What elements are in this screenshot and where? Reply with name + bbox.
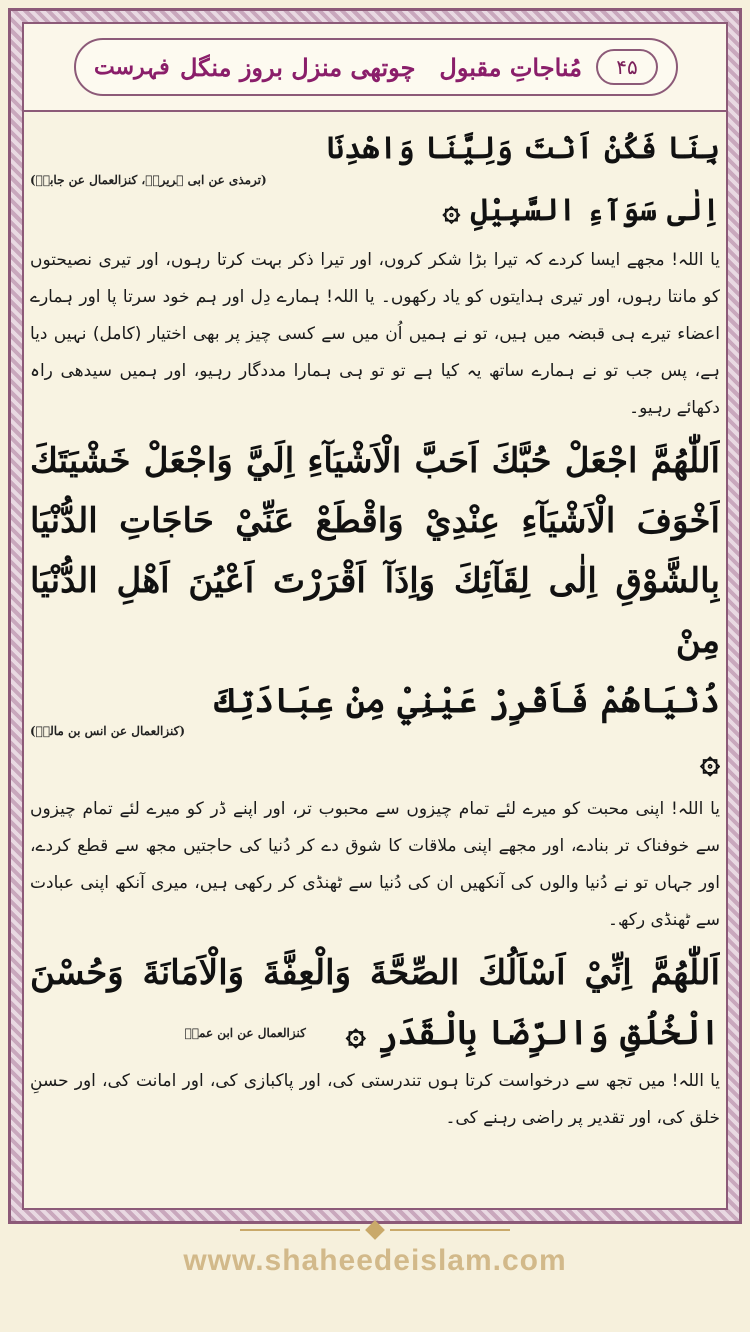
arabic-line	[30, 1003, 720, 1063]
arabic-text: بِنَا فَكُنْ اَنْتَ وَلِيَّنَا وَاهْدِنَا اِلٰى سَوَآءِ السَّبِيْلِ ۞	[326, 131, 720, 228]
dua-block	[30, 118, 720, 427]
urdu-translation: یا اللہ! میں تجھ سے درخواست کرتا ہوں تندرستی کی، اور پاکبازی کی، اور امانت کی، اور حسنِ خلق کی، اور تقدیر پر راضی رہنے کی۔	[30, 1071, 720, 1128]
urdu-translation: یا اللہ! مجھے ایسا کردے کہ تیرا بڑا شکر کروں، اور تیرا ذکر بہت کرتا رہوں، اور تیری نصیحتوں کو مانتا رہوں، اور تیری ہدایتوں کو یاد رکھوں۔ یا اللہ! ہمارے دِل اور ہم خود سرتا پا اور ہمارے اعضاء تیرے ہی قبضہ میں ہیں، تو نے ہمیں اُن میں سے کسی چیز پر بھی اختیار (کامل) نہیں دیا ہے، پس جب تو نے ہمارے ساتھ یہ کیا ہے تو تو ہی ہمارا مددگار رہیو، اور ہمیں سیدھی راہ دکھائے رہیو۔	[30, 250, 720, 418]
arabic-line: اَللّٰهُمَّ اِنِّيْ اَسْاَلُكَ الصِّحَّةَ وَالْعِفَّةَ وَالْاَمَانَةَ وَحُسْنَ	[30, 953, 720, 993]
arabic-line	[30, 671, 720, 791]
ornament-diamond-icon	[365, 1220, 385, 1240]
ornament-line	[240, 1229, 360, 1231]
reference: کنزالعمال عن ابن عمرؓ	[184, 1026, 306, 1040]
index-link[interactable]: فہرست	[94, 54, 170, 80]
arabic-line	[30, 118, 720, 242]
page-number: ۴۵	[596, 49, 658, 85]
section-subtitle: چوتھی منزل بروز منگل	[179, 52, 416, 82]
header-band	[74, 38, 678, 96]
reference: (ترمذی عن ابی ہریرہؓ، کنزالعمال عن جابرؓ)	[30, 173, 267, 187]
page-header	[24, 24, 726, 112]
ornament-line	[390, 1229, 510, 1231]
arabic-line: بِالشَّوْقِ اِلٰى لِقَآئِكَ وَاِذَآ اَقْرَرْتَ اَعْيُنَ اَهْلِ الدُّنْيَا مِنْ	[30, 561, 720, 661]
arabic-text: دُنْيَاهُمْ فَاَقْرِرْ عَيْنِيْ مِنْ عِبَادَتِكَ ۞	[214, 681, 720, 781]
arabic-line: اَللّٰهُمَّ اجْعَلْ حُبَّكَ اَحَبَّ الْاَشْيَآءِ اِلَيَّ وَاجْعَلْ خَشْيَتَكَ	[30, 441, 720, 481]
website-url[interactable]: www.shaheedeislam.com	[183, 1244, 567, 1277]
arabic-text: الْخُلُقِ وَالرِّضَا بِالْقَدَرِ ۞	[345, 1013, 720, 1053]
arabic-line: اَخْوَفَ الْاَشْيَآءِ عِنْدِيْ وَاقْطَعْ عَنِّيْ حَاجَاتِ الدُّنْيَا	[30, 501, 720, 541]
dua-block	[30, 431, 720, 939]
footer-ornament	[0, 1220, 750, 1240]
dua-block	[30, 943, 720, 1137]
book-title: مُناجاتِ مقبول	[439, 52, 582, 82]
reference: (کنزالعمال عن انس بن مالکؓ)	[30, 724, 185, 738]
page-content	[30, 118, 720, 1190]
urdu-translation: یا اللہ! اپنی محبت کو میرے لئے تمام چیزوں سے محبوب تر، اور اپنے ڈر کو میرے لئے تمام چیزوں سے خوفناک تر بنادے، اور مجھے اپنی ملاقات کا شوق دے کر دُنیا کی حاجتیں مجھ سے قطع کردے، اور جہاں تو نے دُنیا والوں کی آنکھیں ان کی دُنیا سے ٹھنڈی کر رکھی ہیں، میری آنکھ اپنی عبادت سے ٹھنڈی رکھ۔	[30, 799, 720, 930]
